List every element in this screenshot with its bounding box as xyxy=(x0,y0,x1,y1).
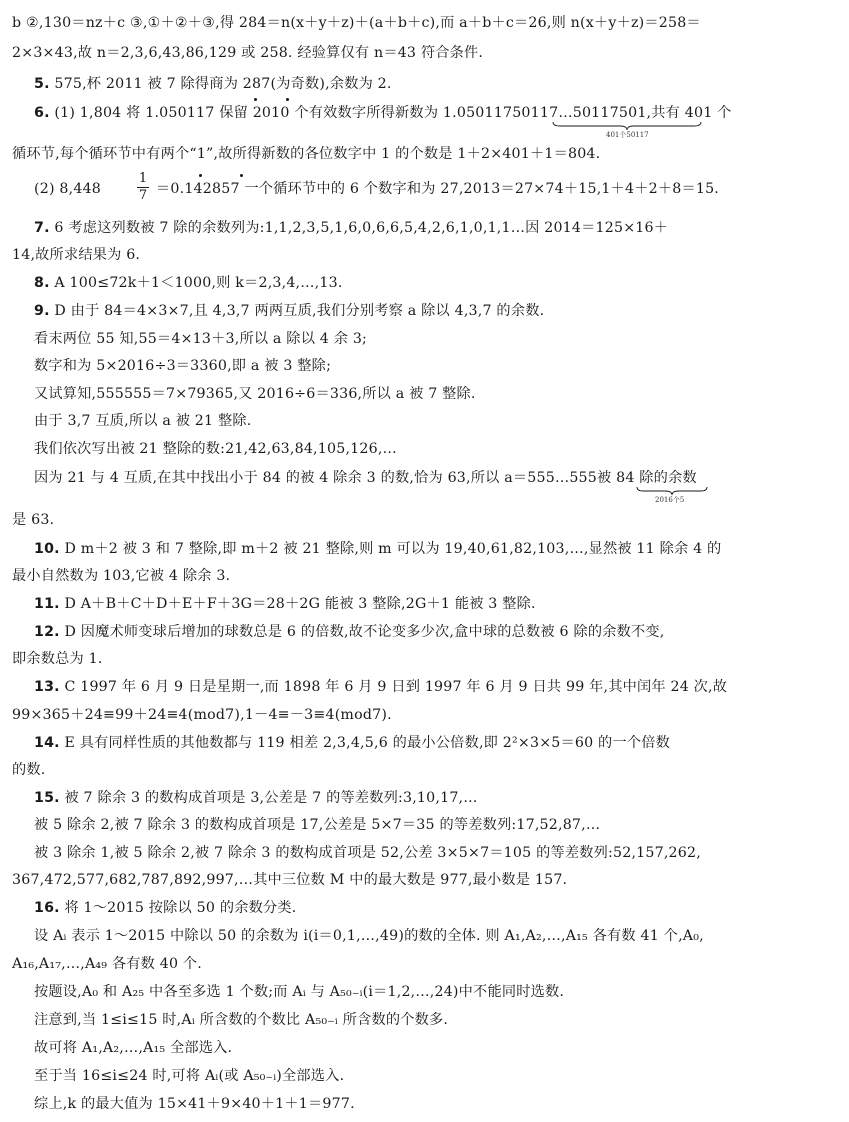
text-line: b ②,130＝nz＋c ③,①＋②＋③,得 284＝n(x＋y＋z)＋(a＋b＋c),而 a＋b＋c＝26,则 n(x＋y＋z)＝258＝ xyxy=(12,15,701,31)
solution-9-line7 xyxy=(34,469,697,487)
text-line: 循环节,每个循环节中有两个“1”,故所得新数的各位数字中 1 的个数是 1＋2×401＋1＝804. xyxy=(12,146,601,162)
solution-text: A 100≤72k＋1＜1000,则 k＝2,3,4,…,13. xyxy=(54,275,343,291)
solution-5 xyxy=(34,75,392,93)
solution-text: C 1997 年 6 月 9 日是星期一,而 1898 年 6 月 9 日到 1997 年 6 月 9 日共 99 年,其中闰年 24 次,故 xyxy=(64,679,728,695)
fraction-denominator: 7 xyxy=(138,188,148,203)
solution-text: (2) 8,448 xyxy=(34,181,102,197)
solution-text: E 具有同样性质的其他数都与 119 相差 2,3,4,5,6 的最小公倍数,即 2²×3×5＝60 的一个倍数 xyxy=(64,735,670,751)
solution-6-line1 xyxy=(34,104,732,122)
text-line: 至于当 16≤i≤24 时,可将 Aᵢ(或 A₅₀₋ᵢ)全部选入. xyxy=(34,1068,345,1084)
text-line: 367,472,577,682,787,892,997,…其中三位数 M 中的最大数是 977,最小数是 157. xyxy=(12,872,568,888)
text-line: 又试算知,555555＝7×79365,又 2016÷6＝336,所以 a 被 7 整除. xyxy=(34,386,476,402)
solution-number: 5. xyxy=(34,76,50,92)
repeating-dot xyxy=(286,98,289,101)
solution-text: 6 考虑这列数被 7 除的余数列为:1,1,2,3,5,1,6,0,6,6,5,4,2,6,1,0,1,1…因 2014＝125×16＋ xyxy=(54,220,669,236)
solution-number: 7. xyxy=(34,220,50,236)
text-line: 按题设,A₀ 和 A₂₅ 中各至多选 1 个数;而 Aᵢ 与 A₅₀₋ᵢ(i＝1,2,…,24)中不能同时选数. xyxy=(34,984,565,1000)
solution-14 xyxy=(34,734,670,752)
text-line: 是 63. xyxy=(12,512,55,528)
text-line: 由于 3,7 互质,所以 a 被 21 整除. xyxy=(34,413,252,429)
text-line: 14,故所求结果为 6. xyxy=(12,247,141,263)
solution-number: 12. xyxy=(34,624,60,640)
text-line: 被 3 除余 1,被 5 除余 2,被 7 除余 3 的数构成首项是 52,公差 3×5×7＝105 的等差数列:52,157,262, xyxy=(34,845,701,861)
repeating-dot xyxy=(240,174,243,177)
solution-10 xyxy=(34,540,721,558)
repeating-dot xyxy=(254,98,257,101)
solution-number: 10. xyxy=(34,541,60,557)
solution-6-part2 xyxy=(34,180,101,198)
text-line: 被 5 除余 2,被 7 除余 3 的数构成首项是 17,公差是 5×7＝35 的等差数列:17,52,87,… xyxy=(34,817,601,833)
solution-text: D 因魔术师变球后增加的球数总是 6 的倍数,故不论变多少次,盒中球的总数被 6 除的余数不变, xyxy=(64,624,665,640)
text-line: 看末两位 55 知,55＝4×13＋3,所以 a 除以 4 余 3; xyxy=(34,331,368,347)
text-line: 注意到,当 1≤i≤15 时,Aᵢ 所含数的个数比 A₅₀₋ᵢ 所含数的个数多. xyxy=(34,1012,449,1028)
solution-text: D 由于 84＝4×3×7,且 4,3,7 两两互质,我们分别考察 a 除以 4,3,7 的余数. xyxy=(54,303,545,319)
solution-number: 9. xyxy=(34,303,50,319)
solution-15 xyxy=(34,789,478,807)
solution-text: 将 1～2015 按除以 50 的余数分类. xyxy=(64,900,297,916)
text-line: 99×365＋24≡99＋24≡4(mod7),1－4≡－3≡4(mod7). xyxy=(12,707,392,723)
solution-11 xyxy=(34,595,536,613)
underbrace-label: 2016个5 xyxy=(655,496,685,504)
text-line: 即余数总为 1. xyxy=(12,651,103,667)
solution-text: D A＋B＋C＋D＋E＋F＋3G＝28＋2G 能被 3 整除,2G＋1 能被 3 整除. xyxy=(64,596,536,612)
solution-text: D m＋2 被 3 和 7 整除,即 m＋2 被 21 整除,则 m 可以为 19,40,61,82,103,…,显然被 11 除余 4 的 xyxy=(64,541,722,557)
fraction-numerator: 1 xyxy=(138,171,148,186)
text-line: 最小自然数为 103,它被 4 除余 3. xyxy=(12,568,231,584)
text-line: 我们依次写出被 21 整除的数:21,42,63,84,105,126,… xyxy=(34,441,397,457)
solution-number: 14. xyxy=(34,735,60,751)
solution-8 xyxy=(34,274,343,292)
solution-9 xyxy=(34,302,544,320)
solution-12 xyxy=(34,623,665,641)
solution-text: 被 7 除余 3 的数构成首项是 3,公差是 7 的等差数列:3,10,17,… xyxy=(64,790,478,806)
underbrace xyxy=(552,121,702,131)
solution-text: 501,共有 401 个 xyxy=(618,105,732,121)
solution-16 xyxy=(34,899,296,917)
underbraced-digits: 5011750117…50117 xyxy=(466,105,619,121)
solution-13 xyxy=(34,678,727,696)
solution-number: 6. xyxy=(34,105,50,121)
solution-number: 16. xyxy=(34,900,60,916)
text-line: 故可将 A₁,A₂,…,A₁₅ 全部选入. xyxy=(34,1040,233,1056)
text-line: 的数. xyxy=(12,762,46,778)
text-line: 综上,k 的最大值为 15×41＋9×40＋1＋1＝977. xyxy=(34,1096,355,1112)
underbrace xyxy=(636,486,708,496)
solution-number: 15. xyxy=(34,790,60,806)
underbrace-label: 401个50117 xyxy=(606,131,649,139)
underbraced-digits: 555…555 xyxy=(527,470,598,486)
text-line: ＝0.142857 一个循环节中的 6 个数字和为 27,2013＝27×74＋15,1＋4＋2＋8＝15. xyxy=(156,181,720,197)
solution-number: 11. xyxy=(34,596,60,612)
text-line: 数字和为 5×2016÷3＝3360,即 a 被 3 整除; xyxy=(34,358,332,374)
solution-text: 因为 21 与 4 互质,在其中找出小于 84 的被 4 除余 3 的数,恰为 63,所以 a＝ xyxy=(34,470,528,486)
solution-number: 8. xyxy=(34,275,50,291)
text-line: A₁₆,A₁₇,…,A₄₉ 各有数 40 个. xyxy=(12,956,203,972)
text-line: 2×3×43,故 n＝2,3,6,43,86,129 或 258. 经验算仅有 n＝43 符合条件. xyxy=(12,45,484,61)
solution-number: 13. xyxy=(34,679,60,695)
solution-text: 575,杯 2011 被 7 除得商为 287(为奇数),余数为 2. xyxy=(54,76,392,92)
solution-text: (1) 1,804 将 1.050117 保留 2010 个有效数字所得新数为 1.0 xyxy=(54,105,467,121)
repeating-dot xyxy=(199,174,202,177)
solution-text: 被 84 除的余数 xyxy=(597,470,697,486)
text-line: 设 Aᵢ 表示 1～2015 中除以 50 的余数为 i(i＝0,1,…,49)的数的全体. 则 A₁,A₂,…,A₁₅ 各有数 41 个,A₀, xyxy=(34,928,704,944)
solution-7 xyxy=(34,219,668,237)
